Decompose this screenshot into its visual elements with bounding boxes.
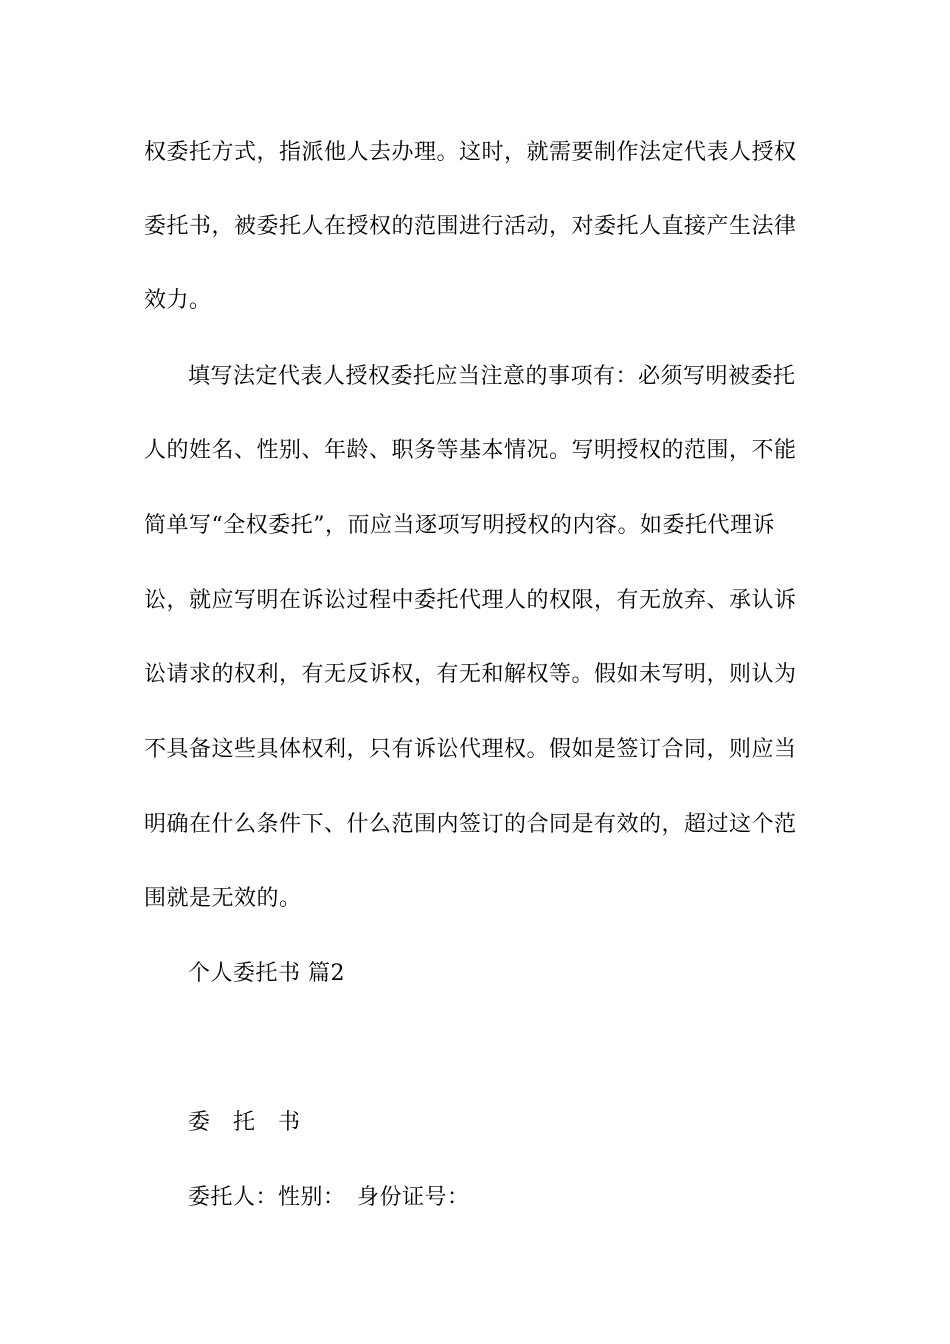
paragraph-line: 简单写“全权委托”，而应当逐项写明授权的内容。如委托代理诉 [144, 513, 775, 538]
paragraph-line: 权委托方式，指派他人去办理。这时，就需要制作法定代表人授权 [144, 140, 797, 165]
paragraph-line: 填写法定代表人授权委托应当注意的事项有：必须写明被委托 [188, 364, 796, 389]
form-title: 委 托 书 [188, 1110, 301, 1135]
paragraph-line: 明确在什么条件下、什么范围内签订的合同是有效的，超过这个范 [144, 812, 797, 837]
paragraph-line: 人的姓名、性别、年龄、职务等基本情况。写明授权的范围，不能 [144, 438, 797, 463]
paragraph-line: 讼请求的权利，有无反诉权，有无和解权等。假如未写明，则认为 [144, 662, 797, 687]
paragraph-line: 效力。 [144, 288, 212, 313]
principal-line: 委托人：性别： 身份证号： [188, 1185, 470, 1210]
paragraph-line: 讼，就应写明在诉讼过程中委托代理人的权限，有无放弃、承认诉 [144, 588, 797, 613]
section-heading: 个人委托书 篇2 [188, 961, 345, 986]
paragraph-line: 围就是无效的。 [144, 886, 302, 911]
paragraph-line: 委托书，被委托人在授权的范围进行活动，对委托人直接产生法律 [144, 214, 797, 239]
paragraph-line: 不具备这些具体权利，只有诉讼代理权。假如是签订合同，则应当 [144, 737, 797, 762]
